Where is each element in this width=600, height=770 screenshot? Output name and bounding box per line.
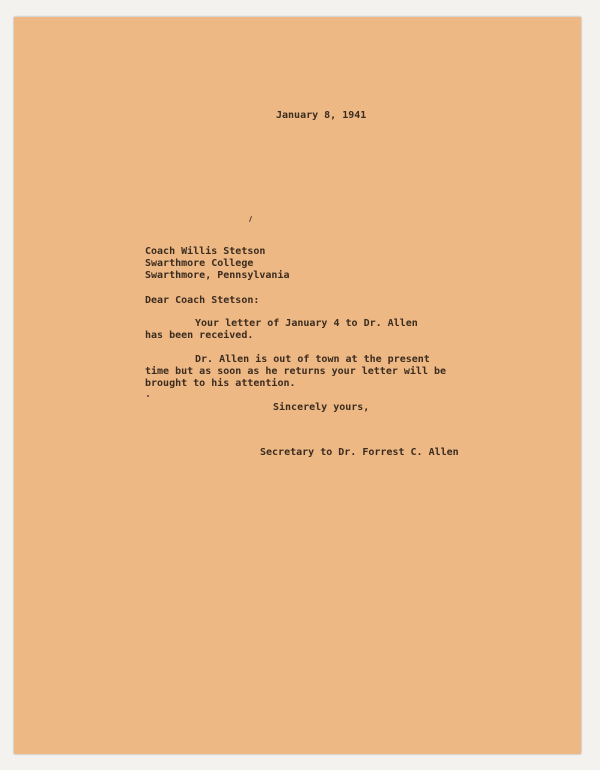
recipient-institution: Swarthmore College (145, 258, 254, 269)
body-paragraph-2-line-2: time but as soon as he returns your letter will be (145, 366, 447, 377)
ink-dot (147, 395, 149, 397)
body-paragraph-2-line-1: Dr. Allen is out of town at the present (195, 354, 430, 365)
recipient-location: Swarthmore, Pennsylvania (145, 270, 290, 281)
pencil-mark (249, 216, 252, 222)
body-paragraph-1-line-2: has been received. (145, 330, 254, 341)
salutation: Dear Coach Stetson: (145, 295, 260, 306)
letter-date: January 8, 1941 (276, 110, 367, 121)
signature-line: Secretary to Dr. Forrest C. Allen (260, 447, 459, 458)
closing: Sincerely yours, (273, 402, 370, 413)
letter-page (14, 17, 581, 754)
recipient-name: Coach Willis Stetson (145, 246, 266, 257)
body-paragraph-2-line-3: brought to his attention. (145, 378, 296, 389)
body-paragraph-1-line-1: Your letter of January 4 to Dr. Allen (195, 318, 418, 329)
